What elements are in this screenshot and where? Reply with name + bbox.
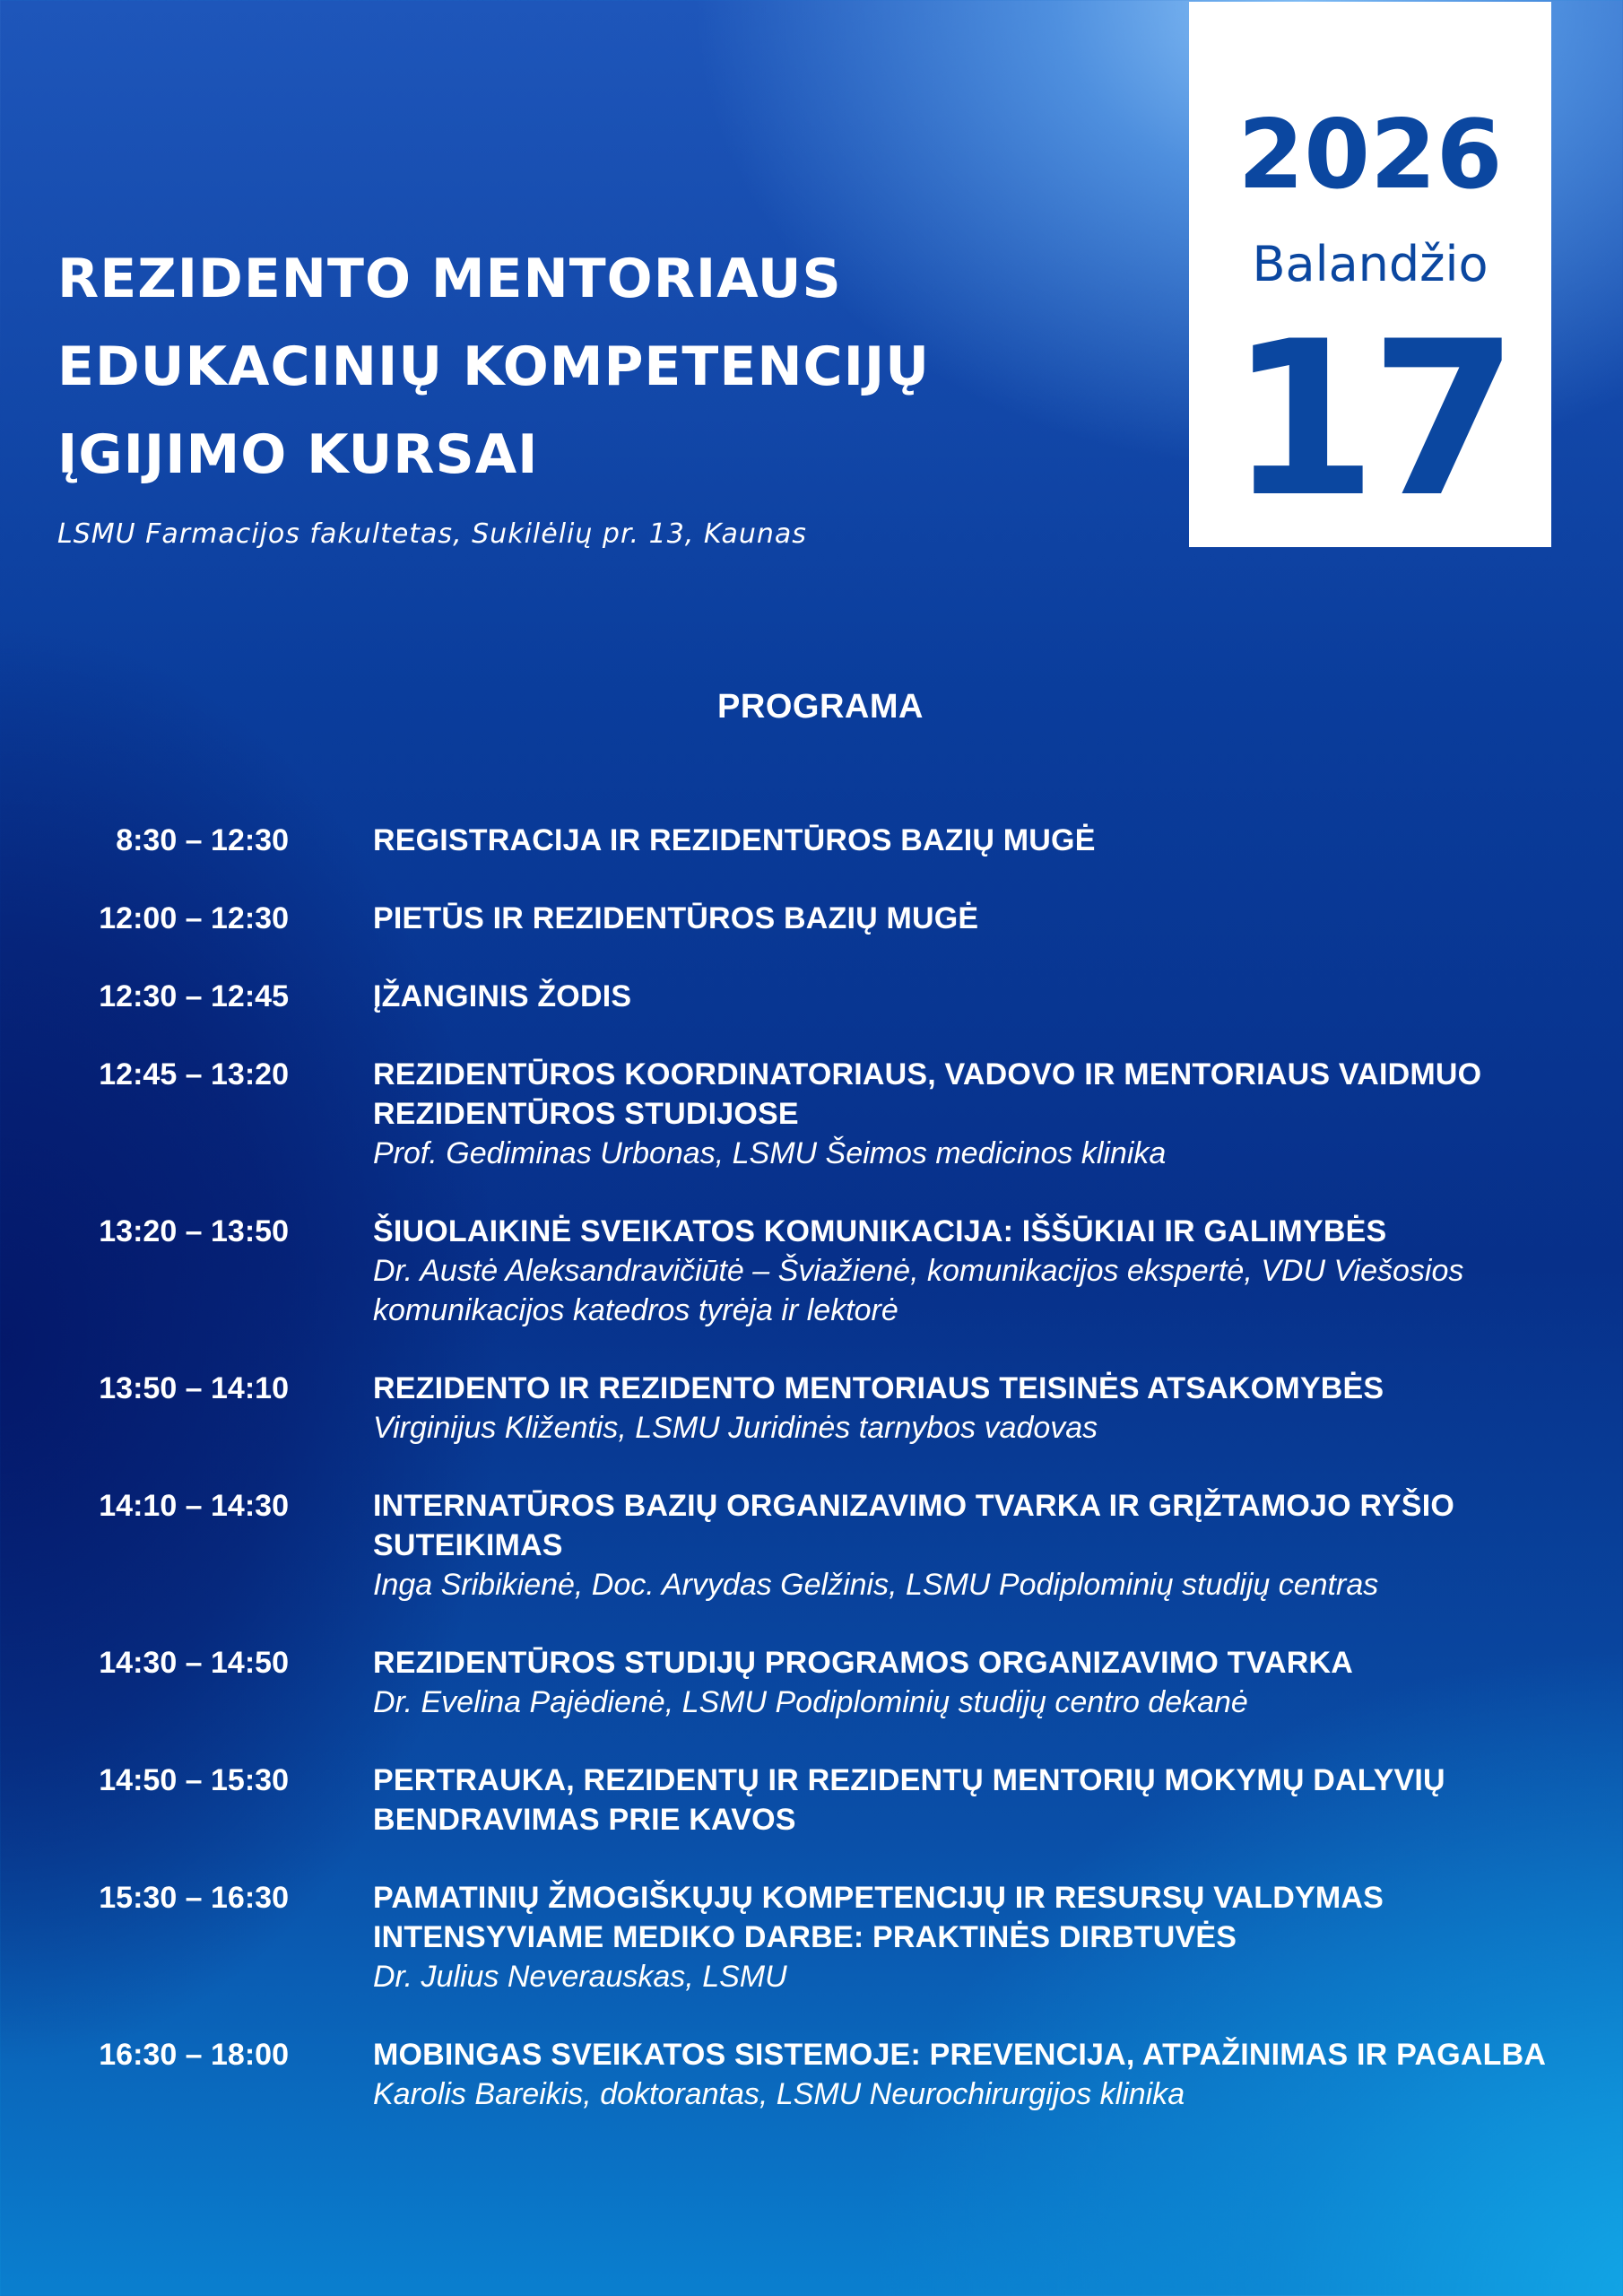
date-box xyxy=(1189,2,1551,547)
schedule-content xyxy=(373,1055,1548,1173)
schedule-time: 14:10 – 14:30 xyxy=(99,1489,289,1523)
title-line: EDUKACINIŲ KOMPETENCIJŲ xyxy=(57,335,930,398)
schedule-topic: REGISTRACIJA IR REZIDENTŪROS BAZIŲ MUGĖ xyxy=(373,823,1096,857)
schedule-speaker: Karolis Bareikis, doktorantas, LSMU Neurochirurgijos klinika xyxy=(373,2077,1185,2111)
schedule-speaker: Inga Sribikienė, Doc. Arvydas Gelžinis, LSMU Podiplominių studijų centras xyxy=(373,1568,1379,1602)
schedule-time: 14:50 – 15:30 xyxy=(99,1763,289,1797)
schedule-row xyxy=(0,977,1623,1016)
schedule-content xyxy=(373,2035,1548,2114)
schedule-speaker: Dr. Evelina Pajėdienė, LSMU Podiplominių studijų centro dekanė xyxy=(373,1685,1248,1719)
schedule-row xyxy=(0,1486,1623,1605)
schedule-row xyxy=(0,1369,1623,1448)
schedule-topic: REZIDENTO IR REZIDENTO MENTORIAUS TEISINĖS ATSAKOMYBĖS xyxy=(373,1371,1384,1405)
date-year: 2026 xyxy=(1237,100,1503,210)
schedule-content xyxy=(373,977,1548,1016)
schedule-content xyxy=(373,1369,1548,1448)
schedule-content xyxy=(373,1212,1548,1330)
schedule-topic: REZIDENTŪROS STUDIJŲ PROGRAMOS ORGANIZAVIMO TVARKA xyxy=(373,1646,1353,1680)
program-heading: PROGRAMA xyxy=(717,688,924,726)
schedule-speaker: Dr. Julius Neverauskas, LSMU xyxy=(373,1960,787,1994)
schedule-speaker: Prof. Gediminas Urbonas, LSMU Šeimos medicinos klinika xyxy=(373,1136,1167,1170)
schedule-topic: MOBINGAS SVEIKATOS SISTEMOJE: PREVENCIJA, ATPAŽINIMAS IR PAGALBA xyxy=(373,2038,1547,2072)
schedule-row xyxy=(0,1878,1623,1996)
schedule-topic: ĮŽANGINIS ŽODIS xyxy=(373,979,632,1013)
schedule-content xyxy=(373,1878,1548,1996)
schedule-time: 12:45 – 13:20 xyxy=(99,1057,289,1091)
schedule-speaker: Virginijus Kližentis, LSMU Juridinės tarnybos vadovas xyxy=(373,1411,1098,1445)
schedule-row xyxy=(0,821,1623,860)
date-day: 17 xyxy=(1228,296,1512,544)
title-line: ĮGIJIMO KURSAI xyxy=(57,423,539,486)
schedule-row xyxy=(0,1212,1623,1330)
schedule-row xyxy=(0,1643,1623,1722)
schedule-row xyxy=(0,1055,1623,1173)
schedule-topic: REZIDENTŪROS KOORDINATORIAUS, VADOVO IR MENTORIAUS VAIDMUO REZIDENTŪROS STUDIJOSE xyxy=(373,1057,1482,1131)
schedule-content xyxy=(373,899,1548,938)
date-month: Balandžio xyxy=(1252,236,1488,292)
schedule-time: 12:30 – 12:45 xyxy=(99,979,289,1013)
schedule-topic: PERTRAUKA, REZIDENTŲ IR REZIDENTŲ MENTORIŲ MOKYMŲ DALYVIŲ BENDRAVIMAS PRIE KAVOS xyxy=(373,1763,1445,1837)
schedule-time: 15:30 – 16:30 xyxy=(99,1881,289,1915)
venue-address: LSMU Farmacijos fakultetas, Sukilėlių pr. 13, Kaunas xyxy=(57,518,807,550)
schedule-time: 12:00 – 12:30 xyxy=(99,901,289,935)
schedule-time: 16:30 – 18:00 xyxy=(99,2038,289,2072)
schedule-content xyxy=(373,1761,1548,1839)
title-line: REZIDENTO MENTORIAUS xyxy=(57,248,842,310)
schedule-row xyxy=(0,1761,1623,1839)
schedule-topic: PIETŪS IR REZIDENTŪROS BAZIŲ MUGĖ xyxy=(373,901,979,935)
schedule-content xyxy=(373,821,1548,860)
schedule-topic: PAMATINIŲ ŽMOGIŠKŲJŲ KOMPETENCIJŲ IR RESURSŲ VALDYMAS INTENSYVIAME MEDIKO DARBE: PRAKTINĖS DIRBTUVĖS xyxy=(373,1881,1384,1954)
schedule-content xyxy=(373,1643,1548,1722)
schedule-speaker: Dr. Austė Aleksandravičiūtė – Šviažienė, komunikacijos ekspertė, VDU Viešosios komunikacijos katedros tyrėja ir lektorė xyxy=(373,1254,1464,1327)
schedule-row xyxy=(0,2035,1623,2114)
page-title xyxy=(57,235,930,499)
schedule-row xyxy=(0,899,1623,938)
schedule-content xyxy=(373,1486,1548,1605)
schedule-list xyxy=(0,821,1623,2152)
schedule-topic: ŠIUOLAIKINĖ SVEIKATOS KOMUNIKACIJA: IŠŠŪKIAI IR GALIMYBĖS xyxy=(373,1214,1387,1248)
schedule-time: 13:20 – 13:50 xyxy=(99,1214,289,1248)
schedule-time: 14:30 – 14:50 xyxy=(99,1646,289,1680)
schedule-topic: INTERNATŪROS BAZIŲ ORGANIZAVIMO TVARKA IR GRĮŽTAMOJO RYŠIO SUTEIKIMAS xyxy=(373,1489,1454,1562)
schedule-time: 8:30 – 12:30 xyxy=(116,823,289,857)
schedule-time: 13:50 – 14:10 xyxy=(99,1371,289,1405)
